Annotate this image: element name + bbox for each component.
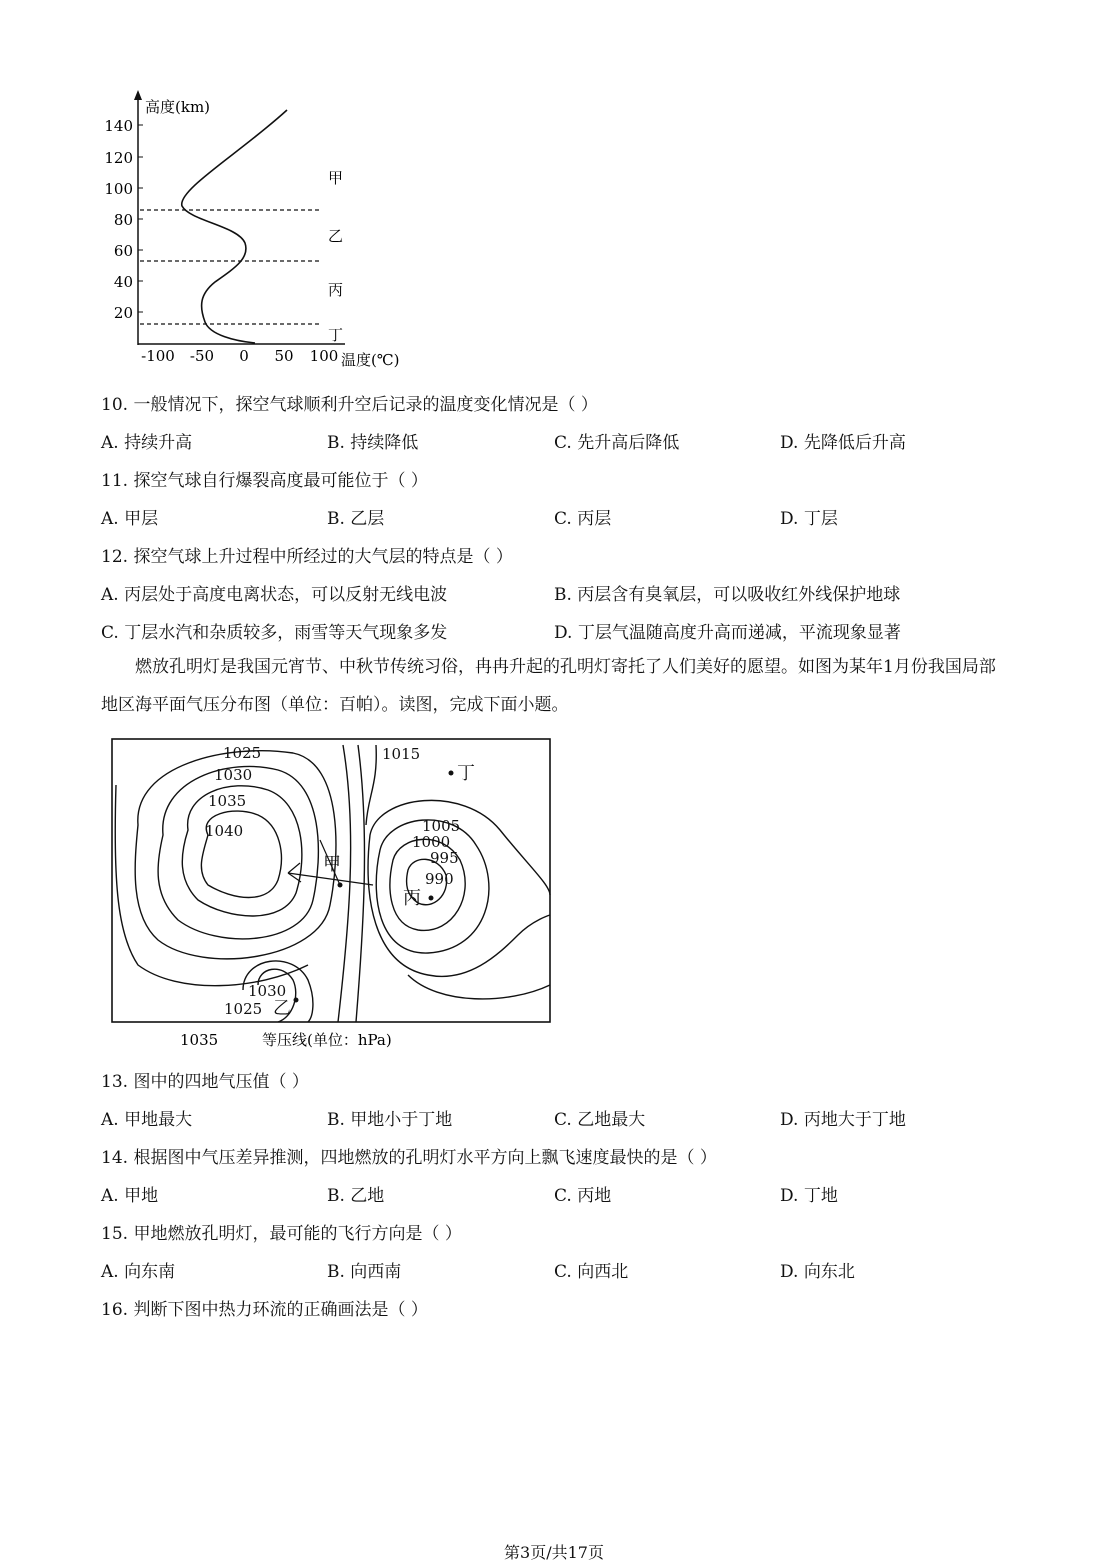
y-tick: 80	[113, 211, 133, 229]
place-dot	[429, 896, 434, 901]
layer-label: 甲	[328, 169, 344, 187]
option: C. 丙层	[554, 509, 612, 529]
layer-label: 丁	[328, 326, 344, 344]
layer-label: 丙	[328, 281, 344, 299]
option: D. 丁层	[780, 509, 838, 529]
isobar-label: 1025	[224, 1000, 263, 1018]
option: C. 丙地	[554, 1186, 612, 1206]
option: C. 乙地最大	[554, 1110, 646, 1130]
x-axis-label: 温度(℃)	[341, 351, 400, 369]
page-number: 第3页/共17页	[504, 1543, 604, 1562]
option: D. 先降低后升高	[780, 433, 906, 453]
option: A. 甲层	[101, 509, 159, 529]
isobar-label: 1000	[412, 833, 451, 851]
place-dot	[449, 771, 454, 776]
question-stem: 14. 根据图中气压差异推测，四地燃放的孔明灯水平方向上飘飞速度最快的是（ ）	[101, 1148, 717, 1168]
isobar-label: 1040	[205, 822, 244, 840]
x-tick: 100	[309, 347, 339, 365]
question-stem: 15. 甲地燃放孔明灯，最可能的飞行方向是（ ）	[101, 1224, 462, 1244]
isobar-line	[408, 975, 550, 999]
place-label: 甲	[323, 854, 341, 875]
y-tick: 20	[113, 304, 133, 322]
place-label: 丙	[403, 888, 421, 909]
isobar-label: 1030	[248, 982, 287, 1000]
isobar-label: 990	[425, 870, 454, 888]
option: C. 向西北	[554, 1262, 629, 1282]
y-axis-label: 高度(km)	[145, 98, 211, 116]
option: B. 向西南	[327, 1262, 402, 1282]
x-tick: -100	[141, 347, 175, 365]
option: A. 丙层处于高度电离状态，可以反射无线电波	[101, 585, 448, 605]
y-tick: 120	[104, 149, 133, 167]
temperature-curve	[182, 110, 287, 343]
map-bottom-label: 1035	[180, 1031, 219, 1049]
question-stem: 13. 图中的四地气压值（ ）	[101, 1072, 309, 1092]
layer-label: 乙	[328, 227, 344, 245]
option: C. 先升高后降低	[554, 433, 680, 453]
y-tick: 140	[104, 117, 133, 135]
option: D. 丙地大于丁地	[780, 1110, 906, 1130]
atmosphere-temperature-chart	[95, 88, 425, 373]
option: D. 丁层气温随高度升高而递减，平流现象显著	[554, 623, 901, 643]
place-label: 丁	[457, 763, 475, 784]
y-tick: 100	[104, 180, 133, 198]
question-stem: 11. 探空气球自行爆裂高度最可能位于（ ）	[101, 471, 428, 491]
question-stem: 12. 探空气球上升过程中所经过的大气层的特点是（ ）	[101, 547, 513, 567]
option: C. 丁层水汽和杂质较多，雨雪等天气现象多发	[101, 623, 448, 643]
isobar-label: 1005	[422, 817, 461, 835]
question-stem: 16. 判断下图中热力环流的正确画法是（ ）	[101, 1300, 428, 1320]
reading-passage: 燃放孔明灯是我国元宵节、中秋节传统习俗，冉冉升起的孔明灯寄托了人们美好的愿望。如图为某年1月份我国局部地区海平面气压分布图（单位：百帕）。读图，完成下面小题。	[101, 657, 996, 715]
option: B. 乙层	[327, 509, 385, 529]
x-tick: 0	[239, 347, 249, 365]
isobar-label: 1030	[214, 766, 253, 784]
option: A. 甲地最大	[101, 1110, 193, 1130]
isobar-label: 1035	[208, 792, 247, 810]
option: B. 乙地	[327, 1186, 385, 1206]
isobar-map	[108, 735, 558, 1055]
map-frame	[112, 739, 550, 1022]
option: D. 向东北	[780, 1262, 855, 1282]
place-dot	[294, 998, 299, 1003]
option: A. 甲地	[101, 1186, 159, 1206]
y-axis-arrow	[134, 90, 142, 100]
y-tick: 60	[113, 242, 133, 260]
map-caption: 等压线(单位：hPa)	[262, 1031, 392, 1049]
option: B. 甲地小于丁地	[327, 1110, 453, 1130]
y-tick: 40	[113, 273, 133, 291]
option: D. 丁地	[780, 1186, 838, 1206]
option: B. 丙层含有臭氧层，可以吸收红外线保护地球	[554, 585, 901, 605]
question-stem: 10. 一般情况下，探空气球顺利升空后记录的温度变化情况是（ ）	[101, 395, 598, 415]
x-tick: 50	[274, 347, 294, 365]
isobar-label: 995	[430, 849, 459, 867]
isobar-label: 1025	[223, 744, 262, 762]
place-label: 乙	[273, 998, 291, 1019]
isobar-label: 1015	[382, 745, 421, 763]
place-dot	[338, 883, 343, 888]
option: B. 持续降低	[327, 433, 419, 453]
option: A. 向东南	[101, 1262, 176, 1282]
option: A. 持续升高	[101, 433, 193, 453]
x-tick: -50	[189, 347, 215, 365]
isobar-line	[115, 785, 308, 986]
isobar-line	[366, 745, 376, 825]
